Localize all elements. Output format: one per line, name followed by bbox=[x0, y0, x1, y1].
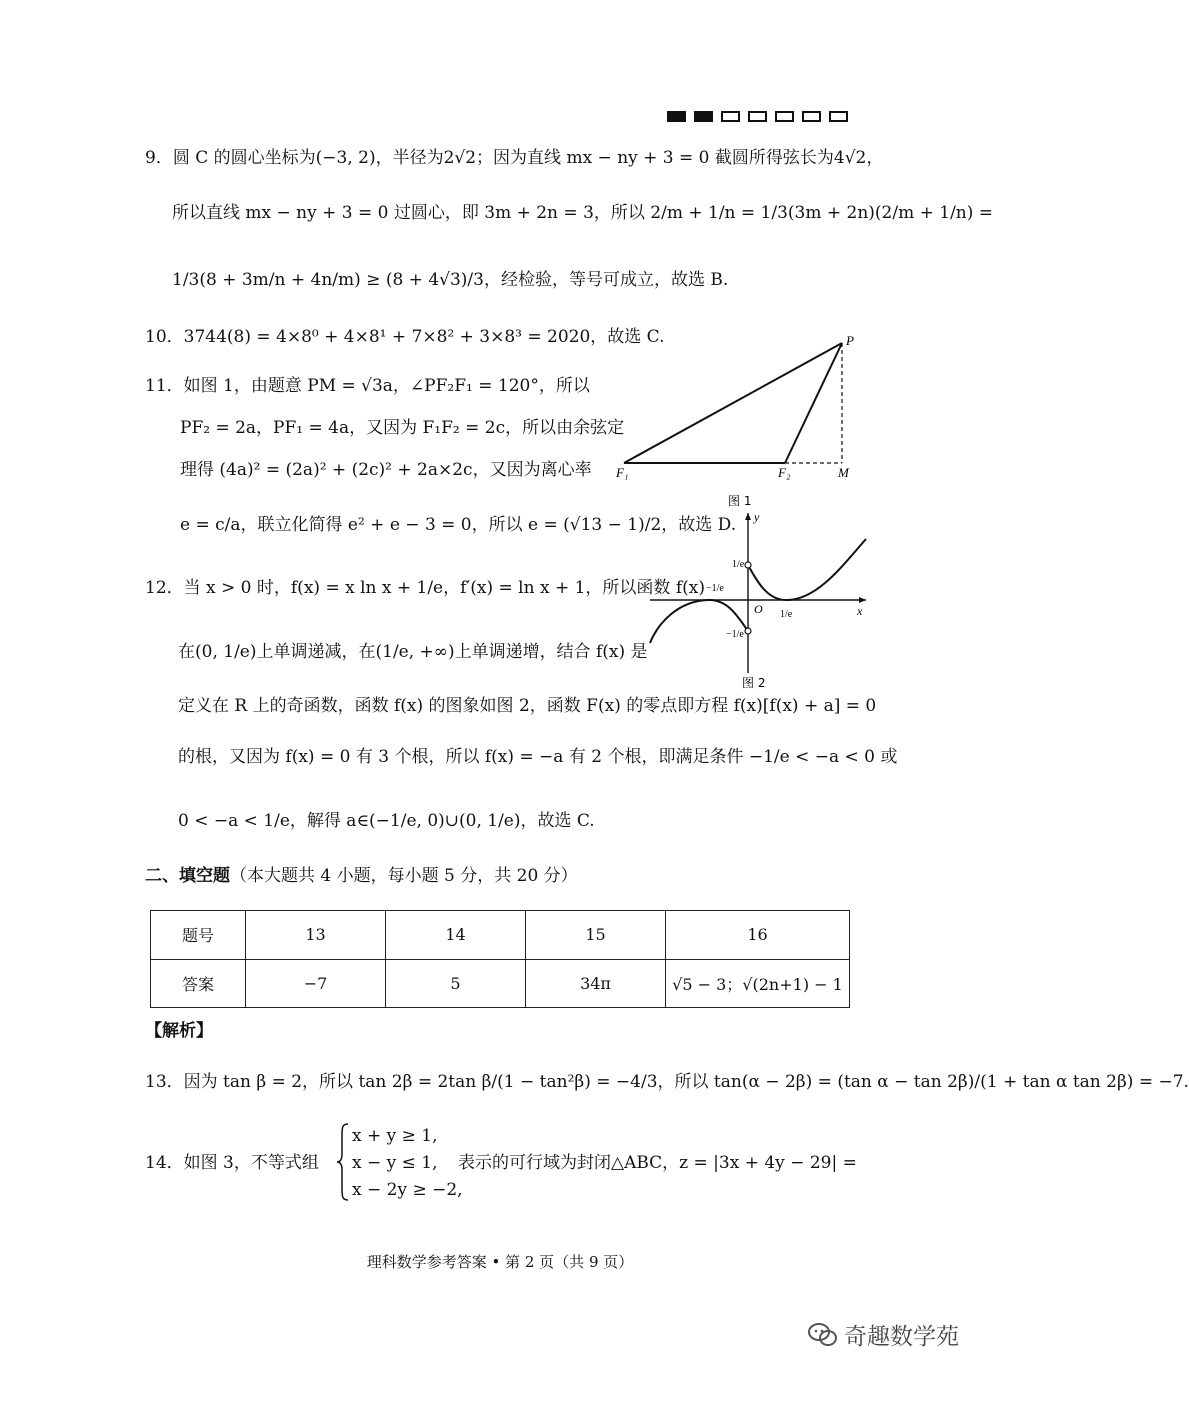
table-cell: 14 bbox=[386, 911, 526, 960]
progress-square bbox=[694, 111, 713, 122]
q12-line1: 12．当 x > 0 时，f(x) = x ln x + 1/e，f′(x) = ln x + 1，所以函数 f(x) bbox=[145, 578, 705, 598]
label-F1: F₁ bbox=[616, 465, 629, 480]
q14-system-3: x − 2y ≥ −2, bbox=[352, 1180, 463, 1200]
progress-square bbox=[802, 111, 821, 122]
open-point-lower bbox=[745, 628, 751, 634]
label-F2: F₂ bbox=[778, 465, 791, 480]
table-cell: 15 bbox=[526, 911, 666, 960]
label-y: y bbox=[754, 510, 760, 524]
progress-indicator bbox=[667, 111, 848, 122]
watermark bbox=[808, 1318, 959, 1351]
table-cell: 题号 bbox=[151, 911, 246, 960]
q13-line1: 13．因为 tan β = 2，所以 tan 2β = 2tan β/(1 − tan²β) = −4/3，所以 tan(α − 2β) = (tan α − tan 2β)/(1 + tan α tan 2β) = −7. bbox=[145, 1072, 1189, 1092]
q12-line4: 的根，又因为 f(x) = 0 有 3 个根，所以 f(x) = −a 有 2 个根，即满足条件 −1/e < −a < 0 或 bbox=[178, 747, 898, 767]
curve-right-branch bbox=[748, 539, 866, 600]
q12-line3: 定义在 R 上的奇函数，函数 f(x) 的图象如图 2，函数 F(x) 的零点即方程 f(x)[f(x) + a] = 0 bbox=[178, 696, 877, 716]
q12-line2: 在(0, 1/e)上单调递减，在(1/e, +∞)上单调递增，结合 f(x) 是 bbox=[178, 642, 648, 662]
label-P: P bbox=[846, 333, 854, 348]
q9-line2: 所以直线 mx − ny + 3 = 0 过圆心，即 3m + 2n = 3，所以 2/m + 1/n = 1/3(3m + 2n)(2/m + 1/n) = bbox=[172, 203, 994, 223]
table-cell: 答案 bbox=[151, 959, 246, 1008]
table-row bbox=[151, 959, 850, 1008]
table-cell: 16 bbox=[666, 911, 850, 960]
q9-line3: 1/3(8 + 3m/n + 4n/m) ≥ (8 + 4√3)/3，经检验，等号可成立，故选 B. bbox=[172, 270, 729, 290]
section-2-heading bbox=[145, 864, 578, 888]
answer-table bbox=[150, 910, 850, 1008]
x-axis-arrow-icon bbox=[859, 597, 866, 603]
label-neg-inv-e: −1/e bbox=[726, 629, 744, 640]
section-2-note: （本大题共 4 小题，每小题 5 分，共 20 分） bbox=[230, 866, 578, 886]
progress-square bbox=[748, 111, 767, 122]
segment-PF2 bbox=[785, 343, 842, 463]
table-cell: √5 − 3；√(2n+1) − 1 bbox=[666, 959, 850, 1008]
q11-line3: 理得 (4a)² = (2a)² + (2c)² + 2a×2c，又因为离心率 bbox=[180, 460, 592, 480]
label-origin: O bbox=[754, 602, 763, 616]
section-2-title: 二、填空题 bbox=[145, 866, 230, 886]
q14-system-1: x + y ≥ 1, bbox=[352, 1126, 438, 1146]
q11-line1: 11．如图 1，由题意 PM = √3a，∠PF₂F₁ = 120°，所以 bbox=[145, 376, 590, 396]
progress-square bbox=[829, 111, 848, 122]
q10-line1: 10．3744(8) = 4×8⁰ + 4×8¹ + 7×8² + 3×8³ = 2020，故选 C. bbox=[145, 327, 665, 347]
open-point-upper bbox=[745, 562, 751, 568]
system-brace-icon bbox=[336, 1122, 350, 1202]
y-axis-arrow-icon bbox=[745, 513, 751, 520]
table-cell: 34π bbox=[526, 959, 666, 1008]
table-cell: −7 bbox=[246, 959, 386, 1008]
table-cell: 13 bbox=[246, 911, 386, 960]
q9-line1: 9．圆 C 的圆心坐标为(−3, 2)，半径为2√2；因为直线 mx − ny + 3 = 0 截圆所得弦长为4√2， bbox=[145, 148, 884, 168]
table-row bbox=[151, 911, 850, 960]
q11-line4: e = c/a，联立化简得 e² + e − 3 = 0，所以 e = (√13 − 1)/2，故选 D. bbox=[180, 515, 737, 535]
label-M: M bbox=[838, 465, 849, 480]
wechat-icon bbox=[808, 1322, 838, 1348]
q14-prefix: 14．如图 3，不等式组 bbox=[145, 1153, 319, 1173]
watermark-text: 奇趣数学苑 bbox=[844, 1324, 959, 1350]
figure-1-caption: 图 1 bbox=[728, 494, 752, 508]
label-x-pos: 1/e bbox=[780, 609, 793, 620]
page-footer: 理科数学参考答案 • 第 2 页（共 9 页） bbox=[366, 1253, 634, 1271]
q11-line2: PF₂ = 2a，PF₁ = 4a，又因为 F₁F₂ = 2c，所以由余弦定 bbox=[180, 418, 625, 438]
figure-1-diagram bbox=[612, 335, 862, 510]
progress-square bbox=[721, 111, 740, 122]
q14-suffix: 表示的可行域为封闭△ABC，z = |3x + 4y − 29| = bbox=[458, 1153, 857, 1173]
q14-system-2: x − y ≤ 1, bbox=[352, 1153, 438, 1173]
label-pos-inv-e: 1/e bbox=[732, 559, 745, 570]
segment-PF1 bbox=[624, 343, 842, 463]
analysis-heading: 【解析】 bbox=[145, 1021, 213, 1041]
figure-2-caption: 图 2 bbox=[742, 676, 766, 690]
progress-square bbox=[667, 111, 686, 122]
label-x: x bbox=[857, 604, 863, 618]
progress-square bbox=[775, 111, 794, 122]
q12-line5: 0 < −a < 1/e，解得 a∈(−1/e, 0)∪(0, 1/e)，故选 C. bbox=[178, 811, 595, 831]
label-x-neg: −1/e bbox=[706, 583, 724, 594]
table-cell: 5 bbox=[386, 959, 526, 1008]
